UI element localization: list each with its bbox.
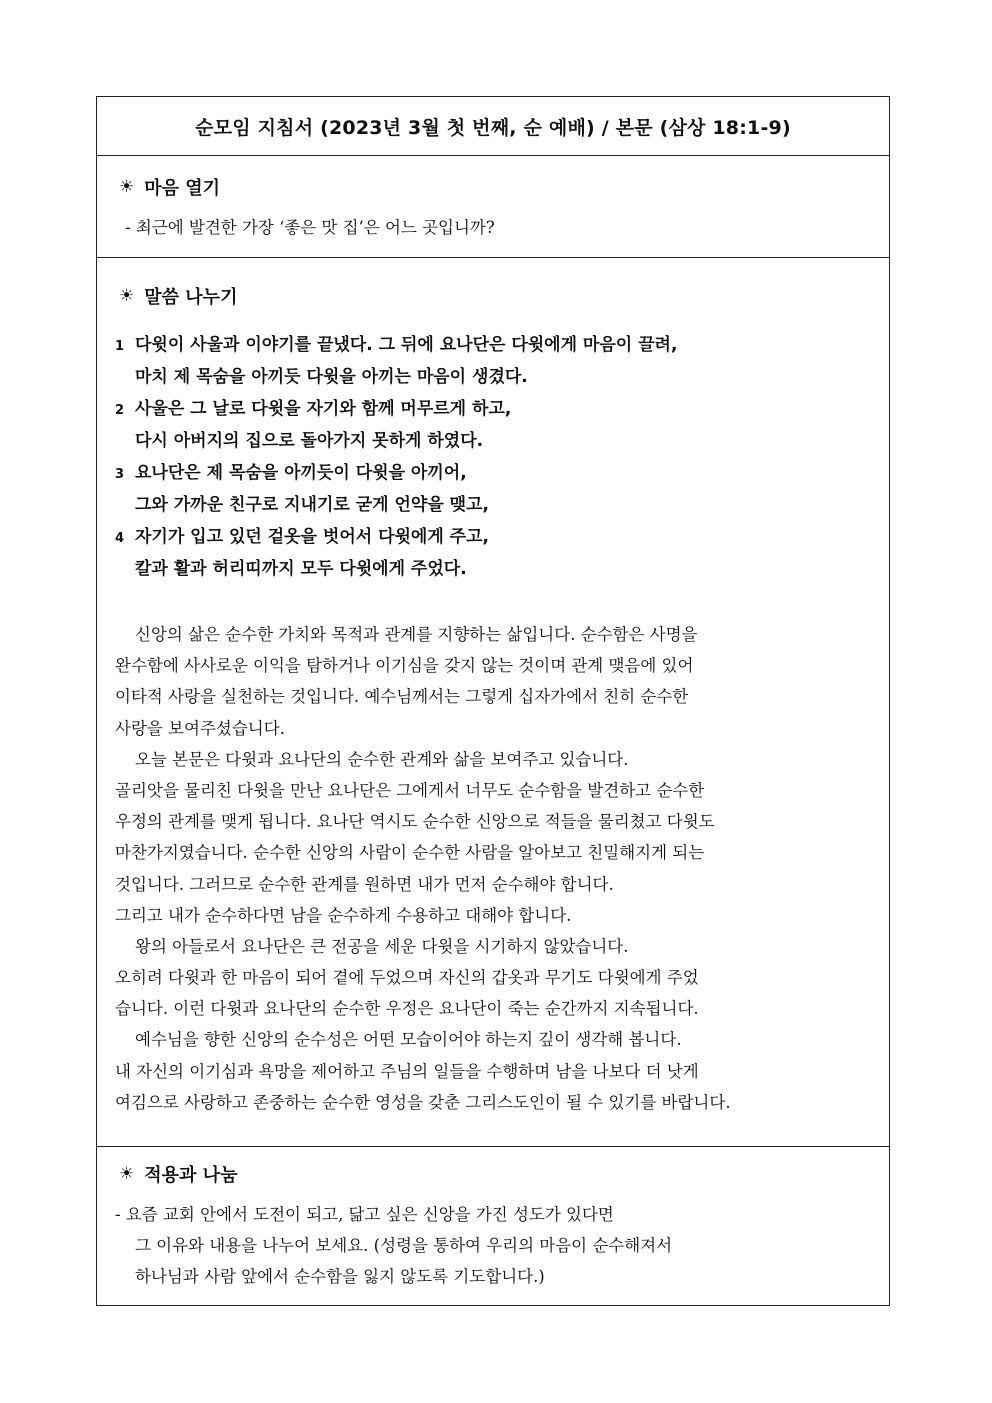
sermon-body (97, 619, 889, 1118)
body-line: 이타적 사랑을 실천하는 것입니다. 예수님께서는 그렇게 십자가에서 친히 순수한 (115, 687, 689, 707)
heading-text: 말씀 나누기 (144, 287, 238, 308)
section-opening (97, 156, 889, 258)
verse-line: 마치 제 목숨을 아끼듯 다윗을 아끼는 마음이 생겼다. (135, 367, 528, 387)
body-line: 마찬가지였습니다. 순수한 신앙의 사람이 순수한 사람을 알아보고 친밀해지게 되는 (115, 843, 705, 863)
body-line: 여김으로 사랑하고 존중하는 순수한 영성을 갖춘 그리스도인이 될 수 있기를 바랍니다. (115, 1092, 731, 1112)
verse-line (115, 457, 889, 489)
verse-number: 4 (115, 531, 125, 546)
verse-line (115, 329, 889, 361)
section-heading-application (97, 1147, 889, 1187)
scripture-verses (97, 329, 889, 585)
body-line: 그리고 내가 순수하다면 남을 순수하게 수용하고 대해야 합니다. (115, 905, 572, 925)
application-line: 그 이유와 내용을 나누어 보세요. (성령을 통하여 우리의 마음이 순수해져서 (135, 1236, 673, 1255)
body-line: 습니다. 이런 다윗과 요나단의 순수한 우정은 요나단이 죽는 순간까지 지속됩니다. (115, 999, 699, 1019)
verse-line: 다시 아버지의 집으로 돌아가지 못하게 하였다. (135, 431, 484, 451)
verse-number: 1 (115, 339, 125, 354)
sun-icon: ☀ (119, 285, 135, 306)
body-line: 오늘 본문은 다윗과 요나단의 순수한 관계와 삶을 보여주고 있습니다. (135, 749, 629, 769)
body-line: 것입니다. 그러므로 순수한 관계를 원하면 내가 먼저 순수해야 합니다. (115, 874, 614, 894)
application-line: - 요즘 교회 안에서 도전이 되고, 닮고 싶은 신앙을 가진 성도가 있다면 (115, 1205, 614, 1224)
document-title: 순모임 지침서 (2023년 3월 첫 번째, 순 예배) / 본문 (삼상 18:1-9) (97, 97, 889, 156)
sun-icon: ☀ (119, 176, 135, 197)
verse-text: 자기가 입고 있던 겉옷을 벗어서 다윗에게 주고, (135, 527, 489, 547)
verse-line: 칼과 활과 허리띠까지 모두 다윗에게 주었다. (135, 559, 467, 579)
verse-line: 그와 가까운 친구로 지내기로 굳게 언약을 맺고, (135, 495, 489, 515)
heading-text: 마음 열기 (144, 178, 221, 199)
sun-icon: ☀ (119, 1163, 135, 1184)
verse-number: 3 (115, 467, 125, 482)
opening-question: - 최근에 발견한 가장 ‘좋은 맛 집’은 어느 곳입니까? (125, 218, 495, 237)
verse-line (115, 521, 889, 553)
verse-text: 요나단은 제 목숨을 아끼듯이 다윗을 아끼어, (135, 463, 467, 483)
body-line: 우정의 관계를 맺게 됩니다. 요나단 역시도 순수한 신앙으로 적들을 물리쳤고 다윗도 (115, 812, 715, 832)
application-text (97, 1199, 889, 1292)
body-line: 예수님을 향한 신앙의 순수성은 어떤 모습이어야 하는지 깊이 생각해 봅니다. (135, 1030, 682, 1050)
verse-number: 2 (115, 403, 125, 418)
verse-text: 다윗이 사울과 이야기를 끝냈다. 그 뒤에 요나단은 다윗에게 마음이 끌려, (135, 335, 678, 355)
section-sharing (97, 258, 889, 1147)
application-line: 하나님과 사람 앞에서 순수함을 잃지 않도록 기도합니다.) (135, 1267, 545, 1286)
section-application (97, 1147, 889, 1305)
heading-text: 적용과 나눔 (144, 1165, 238, 1186)
body-line: 완수함에 사사로운 이익을 탐하거나 이기심을 갖지 않는 것이며 관계 맺음에 있어 (115, 656, 694, 676)
body-line: 사랑을 보여주셨습니다. (115, 718, 285, 738)
section-heading-sharing (97, 258, 889, 309)
section-heading-opening (97, 156, 889, 200)
verse-line (115, 393, 889, 425)
verse-text: 사울은 그 날로 다윗을 자기와 함께 머무르게 하고, (135, 399, 512, 419)
body-line: 골리앗을 물리친 다윗을 만난 요나단은 그에게서 너무도 순수함을 발견하고 순수한 (115, 780, 705, 800)
body-line: 내 자신의 이기심과 욕망을 제어하고 주님의 일들을 수행하며 남을 나보다 더 낫게 (115, 1061, 699, 1081)
body-line: 왕의 아들로서 요나단은 큰 전공을 세운 다윗을 시기하지 않았습니다. (135, 936, 629, 956)
body-line: 신앙의 삶은 순수한 가치와 목적과 관계를 지향하는 삶입니다. 순수함은 사명을 (135, 625, 698, 644)
body-line: 오히려 다윗과 한 마음이 되어 곁에 두었으며 자신의 갑옷과 무기도 다윗에게 주었 (115, 968, 699, 988)
guide-sheet (96, 96, 890, 1306)
